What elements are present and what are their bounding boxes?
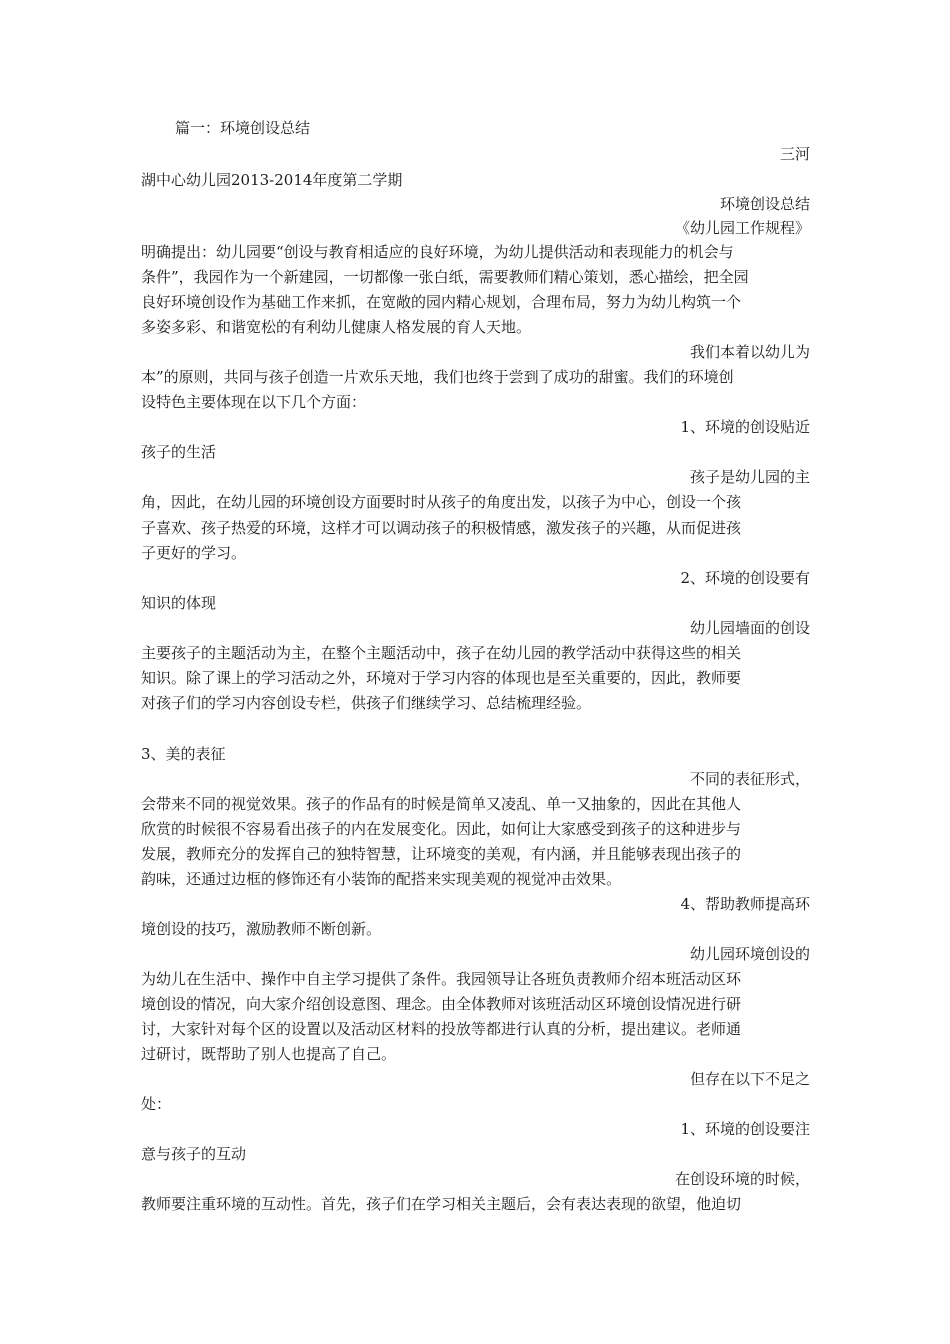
text-line: 角，因此，在幼儿园的环境创设方面要时时从孩子的角度出发，以孩子为中心，创设一个孩 (141, 493, 742, 511)
text-line: 幼儿园墙面的创设 (689, 619, 810, 637)
text-line: 境创设的技巧，激励教师不断创新。 (141, 920, 382, 938)
text-line: 子更好的学习。 (141, 544, 247, 562)
text-line: 处： (141, 1095, 172, 1113)
list-heading: 2、环境的创设要有 (680, 569, 810, 587)
text-line: 韵味，还通过边框的修饰还有小装饰的配搭来实现美观的视觉冲击效果。 (141, 870, 622, 888)
text-line: 主要孩子的主题活动为主，在整个主题活动中，孩子在幼儿园的教学活动中获得这些的相关 (141, 644, 742, 662)
text-line: 孩子的生活 (141, 443, 217, 461)
text-line: 《幼儿园工作规程》 (674, 219, 810, 237)
text-line: 明确提出：幼儿园要“创设与教育相适应的良好环境，为幼儿提供活动和表现能力的机会与 (141, 243, 734, 261)
text-line: 环境创设总结 (719, 195, 810, 213)
list-heading: 4、帮助教师提高环 (680, 895, 810, 913)
text-line: 教师要注重环境的互动性。首先，孩子们在学习相关主题后，会有表达表现的欲望，他迫切 (141, 1195, 742, 1213)
text-line: 本”的原则，共同与孩子创造一片欢乐天地，我们也终于尝到了成功的甜蜜。我们的环境创 (141, 368, 734, 386)
text-line: 欣赏的时候很不容易看出孩子的内在发展变化。因此，如何让大家感受到孩子的这种进步与 (141, 820, 742, 838)
text-line: 境创设的情况，向大家介绍创设意图、理念。由全体教师对该班活动区环境创设情况进行研 (141, 995, 742, 1013)
section-heading: 篇一：环境创设总结 (175, 119, 311, 137)
text-line: 子喜欢、孩子热爱的环境，这样才可以调动孩子的积极情感，激发孩子的兴趣，从而促进孩 (141, 519, 742, 537)
text-line: 条件”，我园作为一个新建园，一切都像一张白纸，需要教师们精心策划，悉心描绘，把全园 (141, 268, 749, 286)
document-title: 湖中心幼儿园2013-2014年度第二学期 (141, 171, 403, 189)
list-heading: 1、环境的创设贴近 (680, 418, 810, 436)
text-line: 不同的表征形式， (689, 770, 810, 788)
text-line: 知识的体现 (141, 594, 217, 612)
text-line: 孩子是幼儿园的主 (689, 468, 810, 486)
text-line: 过研讨，既帮助了别人也提高了自己。 (141, 1045, 397, 1063)
text-line: 为幼儿在生活中、操作中自主学习提供了条件。我园领导让各班负责教师介绍本班活动区环 (141, 970, 742, 988)
list-heading: 3、美的表征 (141, 745, 226, 763)
text-line: 意与孩子的互动 (141, 1145, 247, 1163)
text-line: 良好环境创设作为基础工作来抓，在宽敞的园内精心规划，合理布局，努力为幼儿构筑一个 (141, 293, 742, 311)
text-line: 发展，教师充分的发挥自己的独特智慧，让环境变的美观，有内涵，并且能够表现出孩子的 (141, 845, 742, 863)
text-line: 讨，大家针对每个区的设置以及活动区材料的投放等都进行认真的分析，提出建议。老师通 (141, 1020, 742, 1038)
text-line: 设特色主要体现在以下几个方面： (141, 393, 367, 411)
text-line: 幼儿园环境创设的 (689, 945, 810, 963)
text-line: 多姿多彩、和谐宽松的有利幼儿健康人格发展的育人天地。 (141, 318, 532, 336)
text-line: 对孩子们的学习内容创设专栏，供孩子们继续学习、总结梳理经验。 (141, 694, 592, 712)
text-line: 三河 (779, 145, 810, 163)
text-line: 知识。除了课上的学习活动之外，环境对于学习内容的体现也是至关重要的，因此，教师要 (141, 669, 742, 687)
text-line: 但存在以下不足之 (689, 1070, 810, 1088)
text-line: 会带来不同的视觉效果。孩子的作品有的时候是简单又凌乱、单一又抽象的，因此在其他人 (141, 795, 742, 813)
text-line: 在创设环境的时候， (674, 1170, 810, 1188)
list-heading: 1、环境的创设要注 (680, 1120, 810, 1138)
text-line: 我们本着以幼儿为 (689, 343, 810, 361)
